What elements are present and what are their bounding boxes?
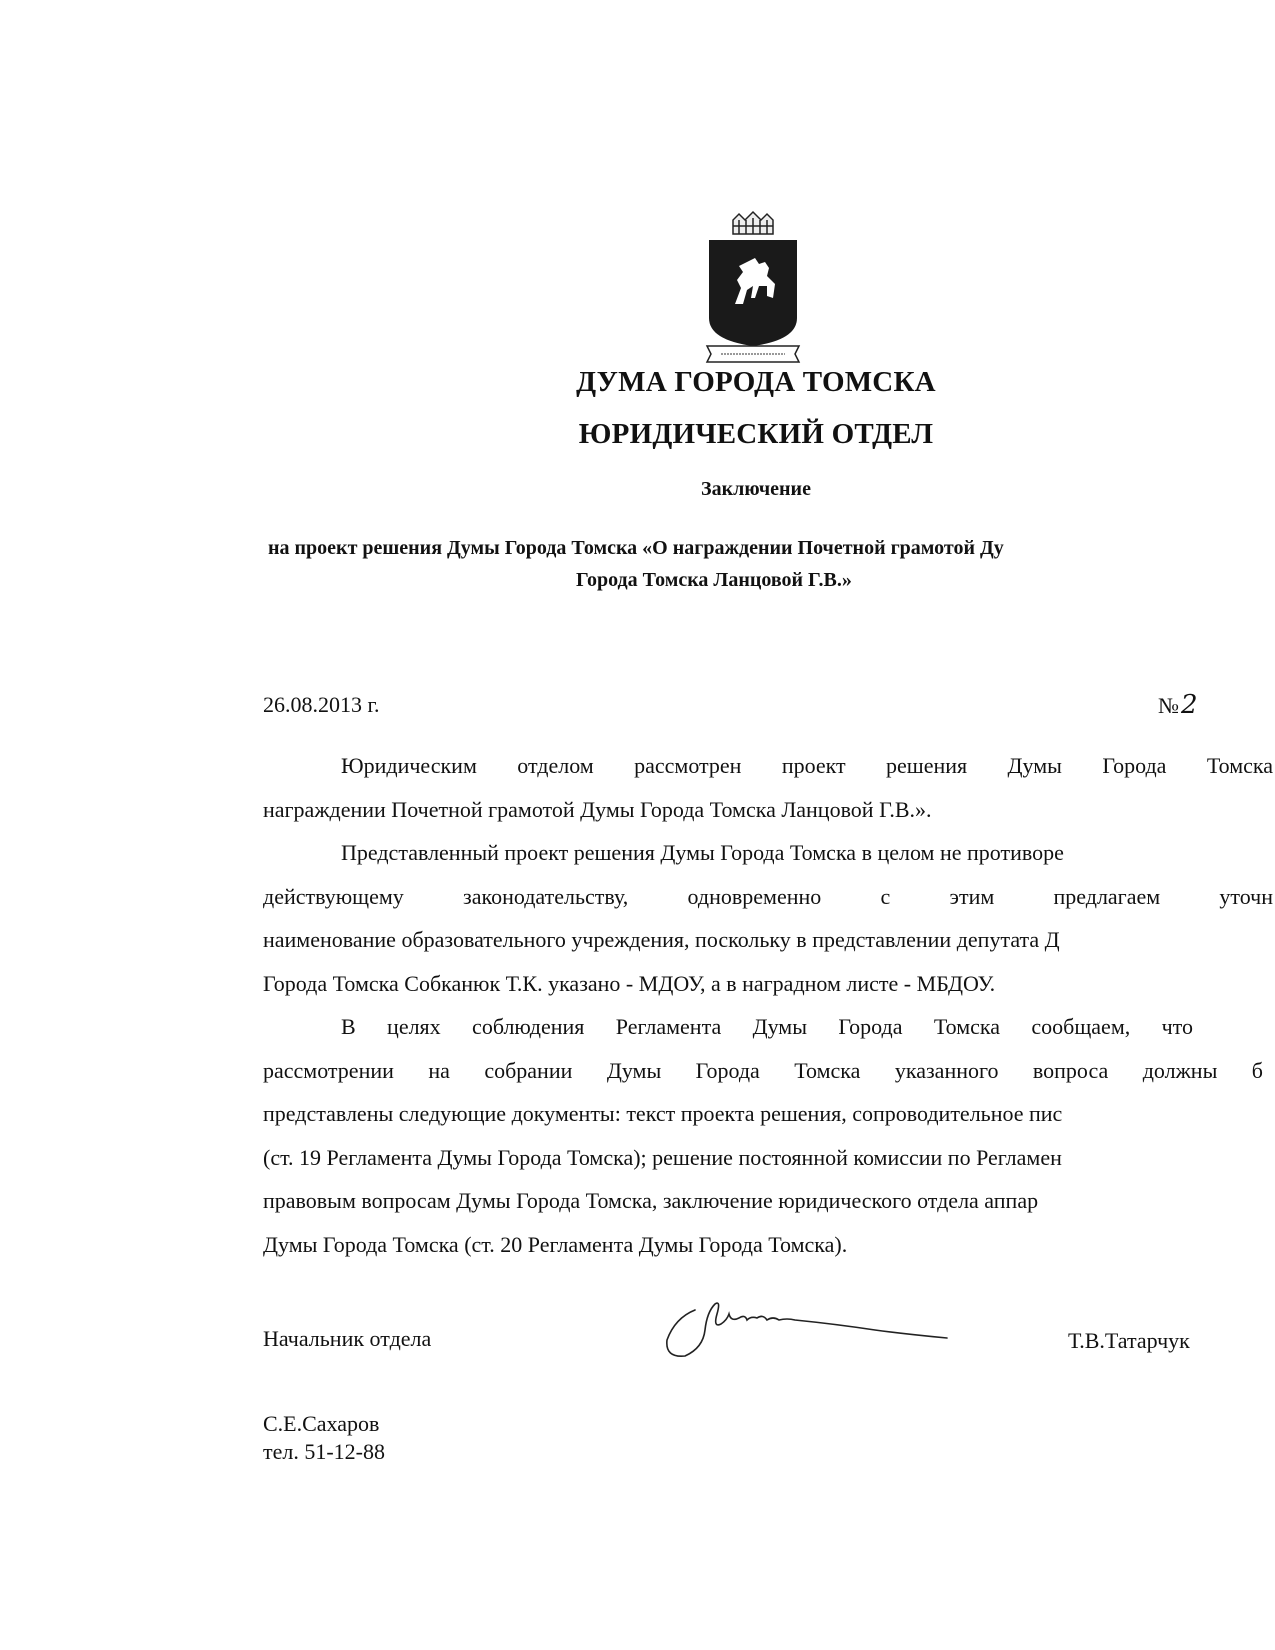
paragraph-3 <box>263 1005 1275 1266</box>
executor-name: С.Е.Сахаров <box>263 1411 380 1436</box>
subject-line-2: Города Томска Ланцовой Г.В.» <box>576 569 852 591</box>
p3-line-1: В целях соблюдения Регламента Думы Города Томска сообщаем, что <box>341 1014 1193 1039</box>
document-body <box>263 744 1275 1266</box>
document-number <box>1158 690 1198 720</box>
signer-role: Начальник отдела <box>263 1326 432 1351</box>
org-name: ДУМА ГОРОДА ТОМСКА <box>576 366 936 398</box>
p3-line-5: правовым вопросам Думы Города Томска, заключение юридического отдела аппар <box>263 1188 1039 1213</box>
executor-block <box>263 1410 385 1466</box>
p3-line-4: (ст. 19 Регламента Думы Города Томска); решение постоянной комиссии по Регламен <box>263 1144 1062 1170</box>
executor-phone: тел. 51-12-88 <box>263 1439 386 1464</box>
paragraph-2 <box>263 831 1275 1005</box>
p1-line-2: награждении Почетной грамотой Думы Города Томска Ланцовой Г.В.». <box>263 796 932 822</box>
p3-line-2: рассмотрении на собрании Думы Города Томска указанного вопроса должны б <box>263 1057 1263 1083</box>
number-handwritten: 2 <box>1181 690 1198 720</box>
number-label: № <box>1158 693 1179 718</box>
document-type: Заключение <box>701 478 811 500</box>
handwritten-signature <box>655 1290 955 1365</box>
p2-line-4: Города Томска Собканюк Т.К. указано - МДОУ, а в наградном листе - МБДОУ. <box>263 970 996 996</box>
p1-line-1: Юридическим отделом рассмотрен проект решения Думы Города Томска <box>341 753 1273 778</box>
p2-line-2: действующему законодательству, одновременно с этим предлагаем уточн <box>263 883 1273 909</box>
p2-line-3: наименование образовательного учреждения, поскольку в представлении депутата Д <box>263 927 1060 952</box>
signer-name: Т.В.Татарчук <box>1068 1328 1190 1353</box>
p3-line-6: Думы Города Томска (ст. 20 Регламента Думы Города Томска). <box>263 1231 848 1257</box>
subject-line-1: на проект решения Думы Города Томска «О награждении Почетной грамотой Ду <box>268 537 1004 559</box>
p2-line-1: Представленный проект решения Думы Города Томска в целом не противоре <box>341 840 1064 865</box>
document-subject <box>268 532 1275 596</box>
document-date: 26.08.2013 г. <box>263 692 380 717</box>
tomsk-coat-of-arms-icon <box>703 206 803 364</box>
paragraph-1 <box>263 744 1275 831</box>
department-name: ЮРИДИЧЕСКИЙ ОТДЕЛ <box>578 418 934 450</box>
p3-line-3: представлены следующие документы: текст проекта решения, сопроводительное пис <box>263 1101 1063 1126</box>
